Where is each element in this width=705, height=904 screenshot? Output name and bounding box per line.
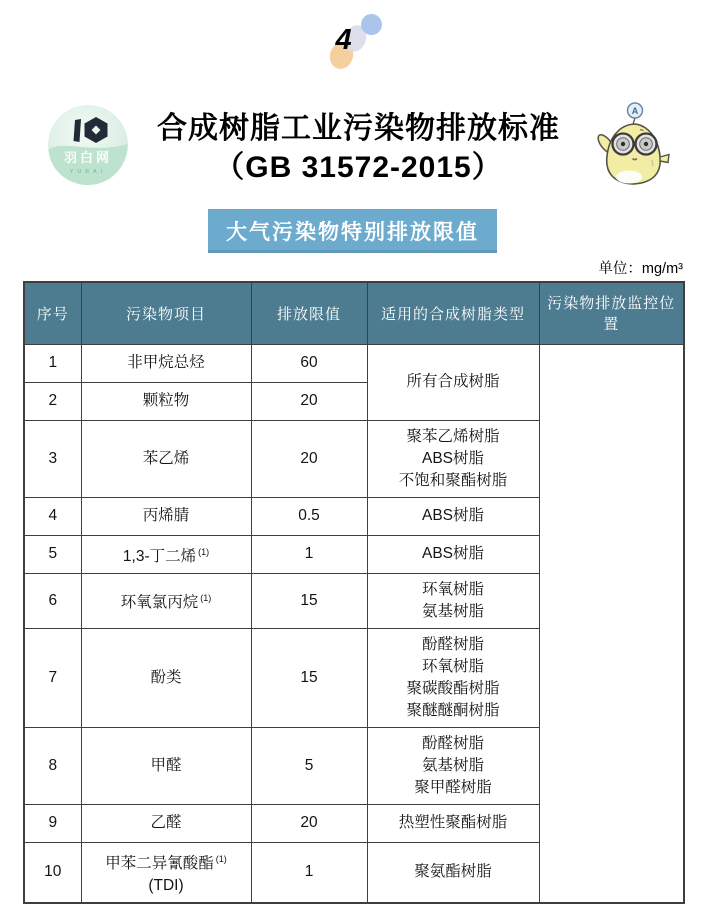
table-cell: 3 (24, 420, 81, 497)
table-cell: 5 (24, 535, 81, 573)
table-cell: 2 (24, 382, 81, 420)
column-header: 污染物排放监控位置 (539, 282, 684, 344)
table-cell: ABS树脂 (367, 535, 539, 573)
page-number-decoration (308, 12, 398, 78)
table-cell: 15 (251, 573, 367, 628)
yubai-logo-icon (44, 103, 132, 187)
page-number: 4 (335, 24, 352, 56)
table-cell: 20 (251, 420, 367, 497)
table-cell: ABS树脂 (367, 497, 539, 535)
table-cell: 甲苯二异氰酸酯 $^{(1)}$ (TDI) (81, 842, 251, 903)
table-cell: 聚苯乙烯树脂 ABS树脂 不饱和聚酯树脂 (367, 420, 539, 497)
table-cell: 颗粒物 (81, 382, 251, 420)
logo-subtext: YUBAI (69, 169, 107, 175)
table-cell: 丙烯腈 (81, 497, 251, 535)
title-line-2: （GB 31572-2015） (214, 150, 503, 184)
table-cell: 酚醛树脂 氨基树脂 聚甲醛树脂 (367, 727, 539, 804)
table-cell: 1 (24, 344, 81, 382)
column-header: 适用的合成树脂类型 (367, 282, 539, 344)
section-banner: 大气污染物特别排放限值 (208, 209, 497, 253)
page (0, 12, 705, 904)
table-cell: 所有合成树脂 (367, 344, 539, 420)
title-line-1: 合成树脂工业污染物排放标准 (157, 111, 560, 145)
mascot-badge-letter: A (631, 106, 639, 116)
mascot (585, 100, 677, 195)
table-cell: 6 (24, 573, 81, 628)
table-cell: 非甲烷总烃 (81, 344, 251, 382)
table-cell: 聚氨酯树脂 (367, 842, 539, 903)
mascot-bird-icon (585, 100, 677, 190)
table-cell: 5 (251, 727, 367, 804)
decoration-dot-blue (361, 14, 382, 35)
table-cell: 1 (251, 842, 367, 903)
table-cell: 苯乙烯 (81, 420, 251, 497)
page-title (132, 109, 585, 187)
banner-row (0, 209, 705, 253)
table-row (24, 344, 684, 382)
table-cell: 环氧树脂 氨基树脂 (367, 573, 539, 628)
table-cell: 7 (24, 628, 81, 727)
column-header: 排放限值 (251, 282, 367, 344)
table-cell: 酚类 (81, 628, 251, 727)
table-cell: 9 (24, 804, 81, 842)
table-header-row (24, 282, 684, 344)
yubai-logo (44, 103, 132, 192)
column-header: 污染物项目 (81, 282, 251, 344)
table-cell: 8 (24, 727, 81, 804)
table-cell: 环氧氯丙烷 $^{(1)}$ (81, 573, 251, 628)
table-cell: 甲醛 (81, 727, 251, 804)
table-cell: 20 (251, 804, 367, 842)
table-cell: 1 (251, 535, 367, 573)
logo-text: 羽白网 (63, 150, 113, 165)
column-header: 序号 (24, 282, 81, 344)
table-cell: 60 (251, 344, 367, 382)
table-cell: 10 (24, 842, 81, 903)
emission-limits-table (23, 281, 685, 904)
table-cell: 20 (251, 382, 367, 420)
table-cell: 15 (251, 628, 367, 727)
table-cell: 1,3-丁二烯 $^{(1)}$ (81, 535, 251, 573)
table-cell: 酚醛树脂 环氧树脂 聚碳酸酯树脂 聚醚醚酮树脂 (367, 628, 539, 727)
table-cell: 4 (24, 497, 81, 535)
table-cell (539, 344, 684, 903)
table-cell: 0.5 (251, 497, 367, 535)
header (0, 100, 705, 195)
table-cell: 乙醛 (81, 804, 251, 842)
unit-label: 单位：mg/m³ (598, 261, 683, 277)
table-cell: 热塑性聚酯树脂 (367, 804, 539, 842)
